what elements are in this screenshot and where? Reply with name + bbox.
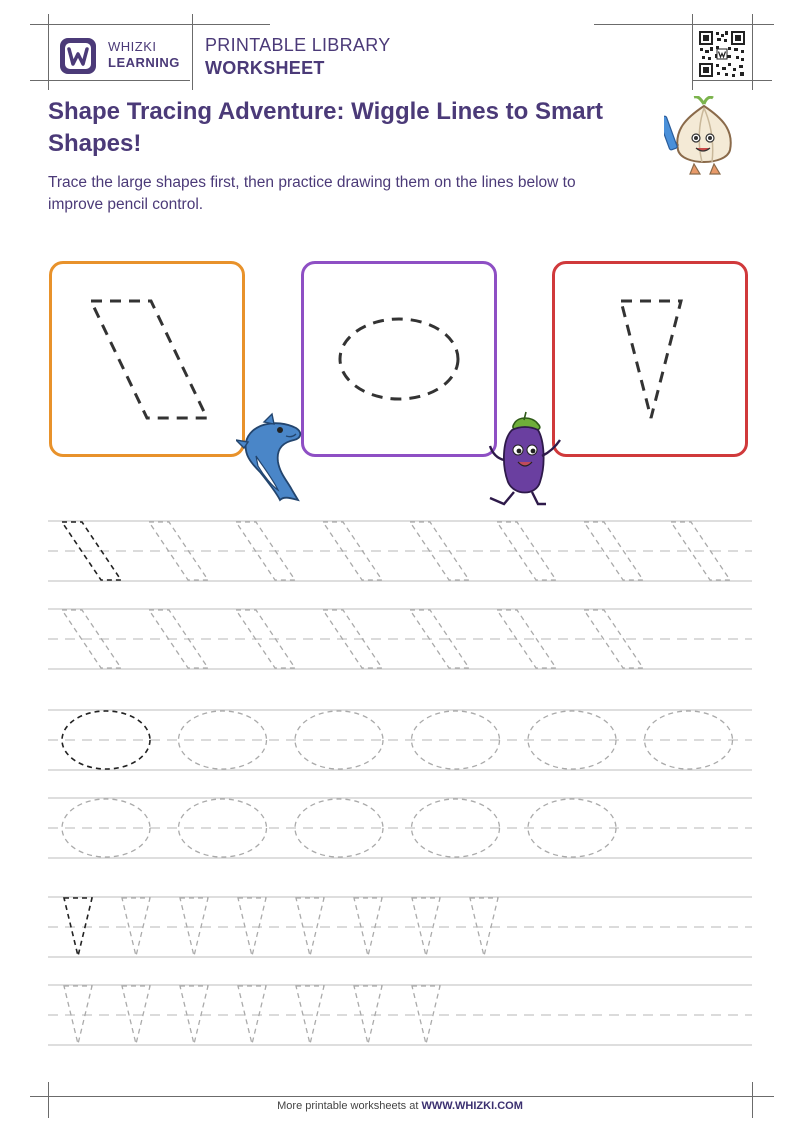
- library-line2: WORKSHEET: [205, 58, 325, 78]
- worksheet-instructions: Trace the large shapes first, then practice drawing them on the lines below to improve pencil control.: [48, 174, 576, 213]
- footer-prefix: More printable worksheets at: [277, 1100, 422, 1112]
- brand-line1: WHIZKI: [108, 39, 157, 54]
- worksheet-title: Shape Tracing Adventure: Wiggle Lines to Smart Shapes!: [48, 98, 603, 157]
- library-line1: PRINTABLE LIBRARY: [205, 35, 391, 55]
- footer: [0, 1100, 800, 1112]
- footer-link[interactable]: WWW.WHIZKI.COM: [421, 1100, 523, 1112]
- brand-line2: LEARNING: [108, 55, 180, 70]
